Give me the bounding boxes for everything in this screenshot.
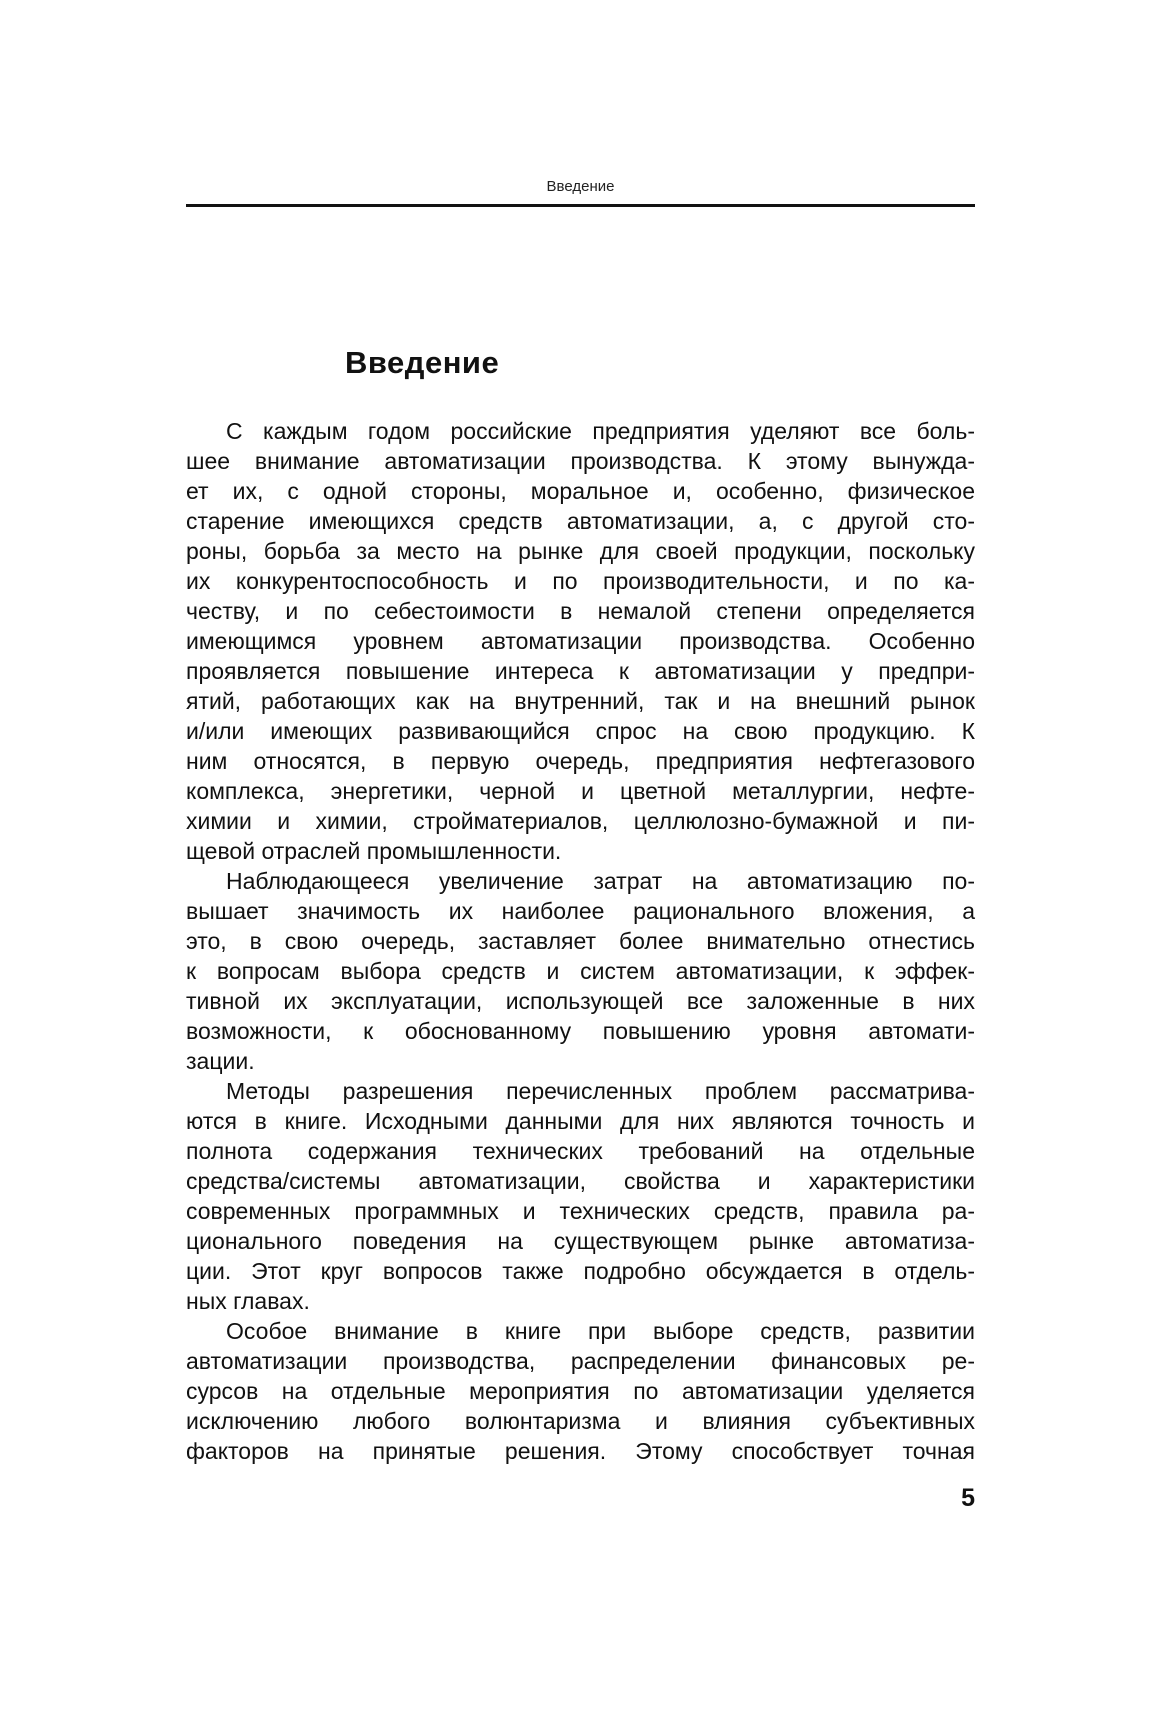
text-line: ются в книге. Исходными данными для них являются точность и [186, 1108, 975, 1134]
text-line: ет их, с одной стороны, моральное и, особенно, физическое [186, 478, 975, 504]
text-line: проявляется повышение интереса к автоматизации у предпри- [186, 658, 975, 684]
text-line: это, в свою очередь, заставляет более внимательно отнестись [186, 928, 975, 954]
text-line: старение имеющихся средств автоматизации, а, с другой сто- [186, 508, 975, 534]
text-line: возможности, к обоснованному повышению уровня автомати- [186, 1018, 975, 1044]
text-line: полнота содержания технических требований на отдельные [186, 1138, 975, 1164]
paragraph [186, 866, 975, 1076]
text-line: средства/системы автоматизации, свойства и характеристики [186, 1168, 975, 1194]
text-line: химии и химии, стройматериалов, целлюлозно-бумажной и пи- [186, 808, 975, 834]
chapter-title: Введение [345, 345, 500, 380]
paragraph [186, 1076, 975, 1316]
text-line: вышает значимость их наиболее рационального вложения, а [186, 898, 975, 924]
text-line: к вопросам выбора средств и систем автоматизации, к эффек- [186, 958, 975, 984]
paragraph [186, 1316, 975, 1466]
text-line: щевой отраслей промышленности. [186, 838, 562, 864]
text-line: Наблюдающееся увеличение затрат на автоматизацию по- [226, 868, 975, 894]
text-line: автоматизации производства, распределении финансовых ре- [186, 1348, 975, 1374]
header-rule [186, 204, 975, 207]
running-head: Введение [546, 178, 615, 195]
text-line: ятий, работающих как на внутренний, так и на внешний рынок [186, 688, 975, 714]
text-line: честву, и по себестоимости в немалой степени определяется [186, 598, 975, 624]
page-number: 5 [961, 1484, 975, 1512]
text-line: зации. [186, 1048, 255, 1074]
text-line: С каждым годом российские предприятия уделяют все боль- [226, 418, 975, 444]
text-line: их конкурентоспособность и по производительности, и по ка- [186, 568, 975, 594]
paragraph [186, 416, 975, 866]
text-line: сурсов на отдельные мероприятия по автоматизации уделяется [186, 1378, 975, 1404]
text-line: ных главах. [186, 1288, 310, 1314]
body-text [186, 416, 975, 1466]
text-line: ции. Этот круг вопросов также подробно обсуждается в отдель- [186, 1258, 975, 1284]
text-line: тивной их эксплуатации, использующей все заложенные в них [186, 988, 975, 1014]
text-line: имеющимся уровнем автоматизации производства. Особенно [186, 628, 975, 654]
text-line: комплекса, энергетики, черной и цветной металлургии, нефте- [186, 778, 975, 804]
text-line: Особое внимание в книге при выборе средств, развитии [226, 1318, 975, 1344]
text-line: Методы разрешения перечисленных проблем рассматрива- [226, 1078, 975, 1104]
text-line: ним относятся, в первую очередь, предприятия нефтегазового [186, 748, 975, 774]
text-line: роны, борьба за место на рынке для своей продукции, поскольку [186, 538, 975, 564]
text-line: шее внимание автоматизации производства. К этому вынужда- [186, 448, 975, 474]
text-line: факторов на принятые решения. Этому способствует точная [186, 1438, 975, 1464]
text-line: современных программных и технических средств, правила ра- [186, 1198, 975, 1224]
text-line: ционального поведения на существующем рынке автоматиза- [186, 1228, 975, 1254]
text-line: и/или имеющих развивающийся спрос на свою продукцию. К [186, 718, 975, 744]
text-line: исключению любого волюнтаризма и влияния субъективных [186, 1408, 975, 1434]
